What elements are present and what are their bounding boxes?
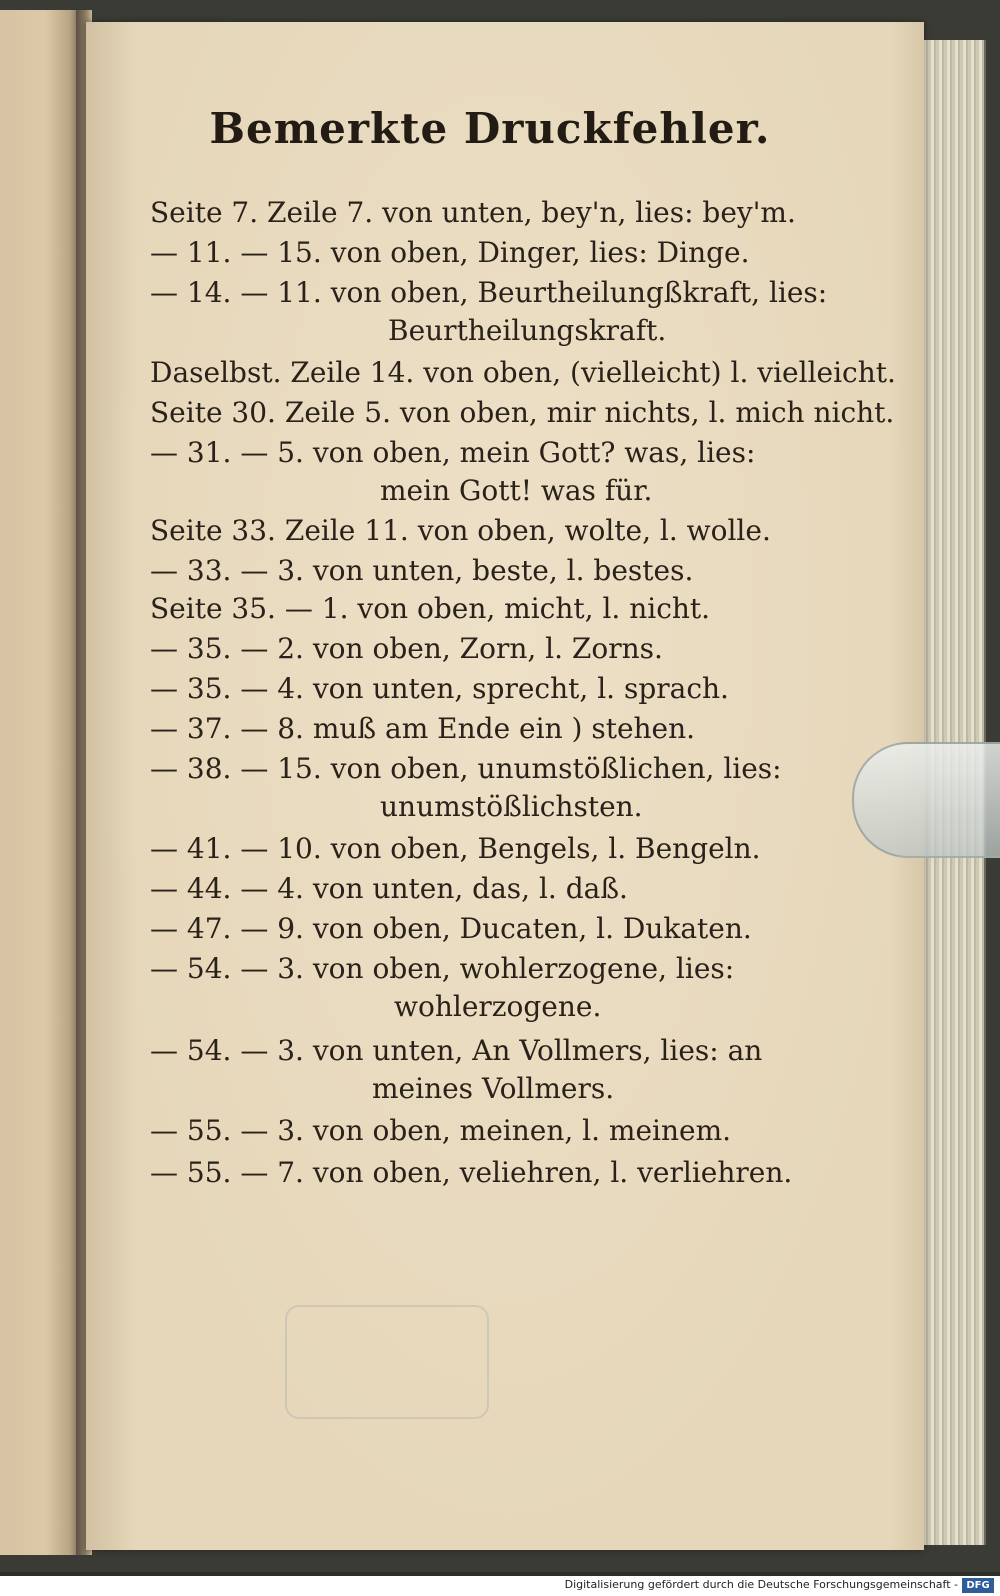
erratum-line: Daselbst. Zeile 14. von oben, (vielleicht) l. vielleicht.: [150, 356, 896, 389]
erratum-line: — 44. — 4. von unten, das, l. daß.: [150, 872, 628, 905]
erratum-line: — 11. — 15. von oben, Dinger, lies: Dinge.: [150, 236, 750, 269]
erratum-line-continuation: meines Vollmers.: [372, 1072, 615, 1105]
erratum-line: Seite 7. Zeile 7. von unten, bey'n, lies: bey'm.: [150, 196, 796, 229]
erratum-line-continuation: mein Gott! was für.: [380, 474, 653, 507]
erratum-line: — 33. — 3. von unten, beste, l. bestes.: [150, 554, 694, 587]
erratum-line-continuation: Beurtheilungskraft.: [388, 314, 667, 347]
erratum-line: — 35. — 2. von oben, Zorn, l. Zorns.: [150, 632, 663, 665]
page-clip: [852, 742, 1000, 858]
erratum-line: — 14. — 11. von oben, Beurtheilungßkraft, lies:: [150, 276, 828, 309]
erratum-line: Seite 35. — 1. von oben, micht, l. nicht.: [150, 592, 711, 625]
erratum-line: Seite 30. Zeile 5. von oben, mir nichts, l. mich nicht.: [150, 396, 895, 429]
erratum-line-continuation: unumstößlichsten.: [380, 790, 643, 823]
erratum-line: — 35. — 4. von unten, sprecht, l. sprach.: [150, 672, 729, 705]
erratum-line-continuation: wohlerzogene.: [394, 990, 602, 1023]
erratum-line: — 31. — 5. von oben, mein Gott? was, lies:: [150, 436, 756, 469]
page-title: Bemerkte Druckfehler.: [209, 104, 771, 153]
dfg-logo: DFG: [962, 1578, 994, 1593]
erratum-line: — 54. — 3. von unten, An Vollmers, lies: an: [150, 1034, 763, 1067]
erratum-line: — 37. — 8. muß am Ende ein ) stehen.: [150, 712, 696, 745]
funding-credit: Digitalisierung gefördert durch die Deutsche Forschungsgemeinschaft -: [564, 1578, 958, 1591]
erratum-line: — 55. — 3. von oben, meinen, l. meinem.: [150, 1114, 732, 1147]
left-page-edge: [0, 10, 82, 1555]
erratum-line: — 38. — 15. von oben, unumstößlichen, lies:: [150, 752, 782, 785]
footer-bar: [0, 1576, 1000, 1596]
erratum-line: — 54. — 3. von oben, wohlerzogene, lies:: [150, 952, 735, 985]
erratum-line: — 41. — 10. von oben, Bengels, l. Bengeln.: [150, 832, 761, 865]
erratum-line: Seite 33. Zeile 11. von oben, wolte, l. wolle.: [150, 514, 771, 547]
erratum-line: — 47. — 9. von oben, Ducaten, l. Dukaten.: [150, 912, 752, 945]
faded-library-stamp: [285, 1305, 489, 1419]
erratum-line: — 55. — 7. von oben, veliehren, l. verliehren.: [150, 1156, 793, 1189]
